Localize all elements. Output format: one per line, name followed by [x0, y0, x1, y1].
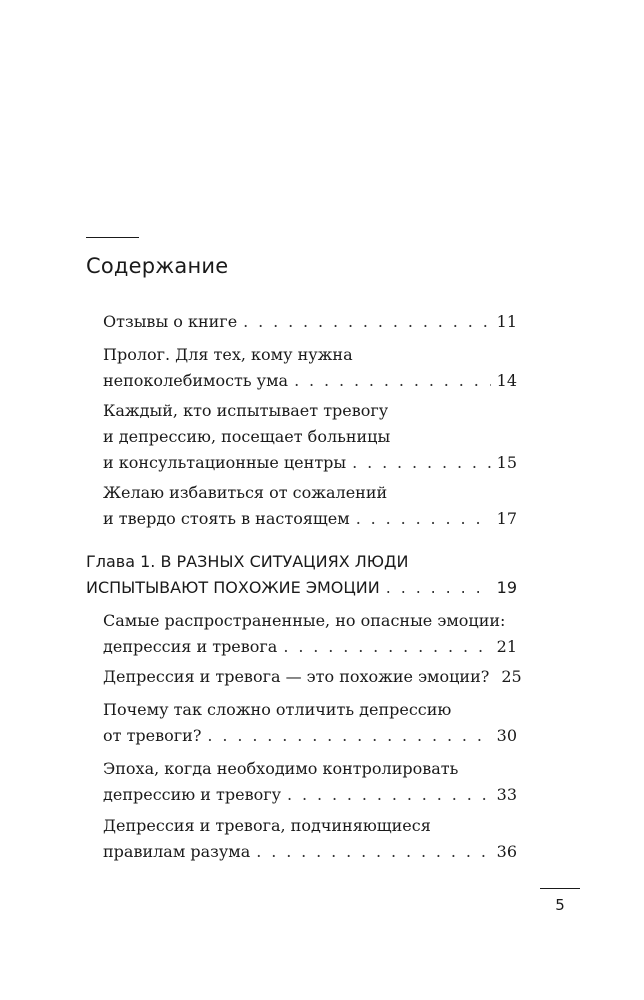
toc-entry-title-line: Депрессия и тревога, подчиняющиеся	[103, 816, 431, 835]
dot-leader	[386, 575, 491, 601]
toc-page-number: 21	[496, 637, 517, 656]
toc-entry-title: депрессия и тревога	[103, 637, 278, 656]
toc-entry-anxiety-clinics[interactable]	[103, 398, 517, 476]
toc-page-number: 15	[496, 453, 517, 472]
toc-entry-title-line: Желаю избавиться от сожалений	[103, 483, 388, 502]
page-title: Содержание	[86, 254, 229, 278]
chapter-title: ИСПЫТЫВАЮТ ПОХОЖИЕ ЭМОЦИИ	[86, 578, 380, 597]
toc-page-number: 19	[496, 578, 517, 597]
toc-page-number: 33	[496, 785, 517, 804]
toc-entry-title-line: и депрессию, посещает больницы	[103, 427, 391, 446]
dot-leader	[294, 368, 491, 394]
toc-page-number: 25	[501, 667, 522, 686]
toc-section-era-of-control[interactable]	[103, 756, 517, 808]
toc-entry-title-line: Почему так сложно отличить депрессию	[103, 700, 452, 719]
toc-entry-title: правилам разума	[103, 842, 251, 861]
toc-page-number: 36	[496, 842, 517, 861]
toc-entry-title: депрессию и тревогу	[103, 785, 282, 804]
toc-entry-title-line: Эпоха, когда необходимо контролировать	[103, 759, 459, 778]
dot-leader	[243, 309, 490, 335]
toc-entry-title-line: Пролог. Для тех, кому нужна	[103, 345, 353, 364]
dot-leader	[287, 782, 491, 808]
heading-rule	[86, 237, 139, 238]
toc-entry-title-line: Самые распространенные, но опасные эмоции:	[103, 611, 506, 630]
chapter-title-line: Глава 1. В РАЗНЫХ СИТУАЦИЯХ ЛЮДИ	[86, 552, 409, 571]
toc-section-hard-to-distinguish[interactable]	[103, 697, 517, 749]
page-number: 5	[555, 896, 565, 914]
dot-leader	[356, 506, 491, 532]
toc-entry-title: и твердо стоять в настоящем	[103, 509, 350, 528]
toc-entry-title: от тревоги?	[103, 726, 202, 745]
toc-entry-prologue[interactable]	[103, 342, 517, 394]
toc-page-number: 11	[496, 312, 517, 331]
dot-leader	[283, 634, 490, 660]
toc-entry-reviews[interactable]	[103, 309, 517, 335]
toc-entry-regrets[interactable]	[103, 480, 517, 532]
toc-page-number: 30	[496, 726, 517, 745]
dot-leader	[256, 839, 490, 865]
toc-entry-title: Депрессия и тревога — это похожие эмоции?	[103, 667, 490, 686]
toc-page-number: 17	[496, 509, 517, 528]
dot-leader	[352, 450, 491, 476]
dot-leader	[207, 723, 490, 749]
toc-entry-title-line: Каждый, кто испытывает тревогу	[103, 401, 389, 420]
toc-section-rules-of-mind[interactable]	[103, 813, 517, 865]
toc-entry-title: и консультационные центры	[103, 453, 347, 472]
toc-section-common-emotions[interactable]	[103, 608, 517, 660]
toc-entry-title: Отзывы о книге	[103, 312, 238, 331]
toc-section-similar-emotions[interactable]	[103, 664, 522, 690]
toc-page-number: 14	[496, 371, 517, 390]
toc-entry-title: непоколебимость ума	[103, 371, 289, 390]
page-number-rule	[540, 888, 580, 889]
toc-chapter-1[interactable]	[86, 549, 517, 601]
